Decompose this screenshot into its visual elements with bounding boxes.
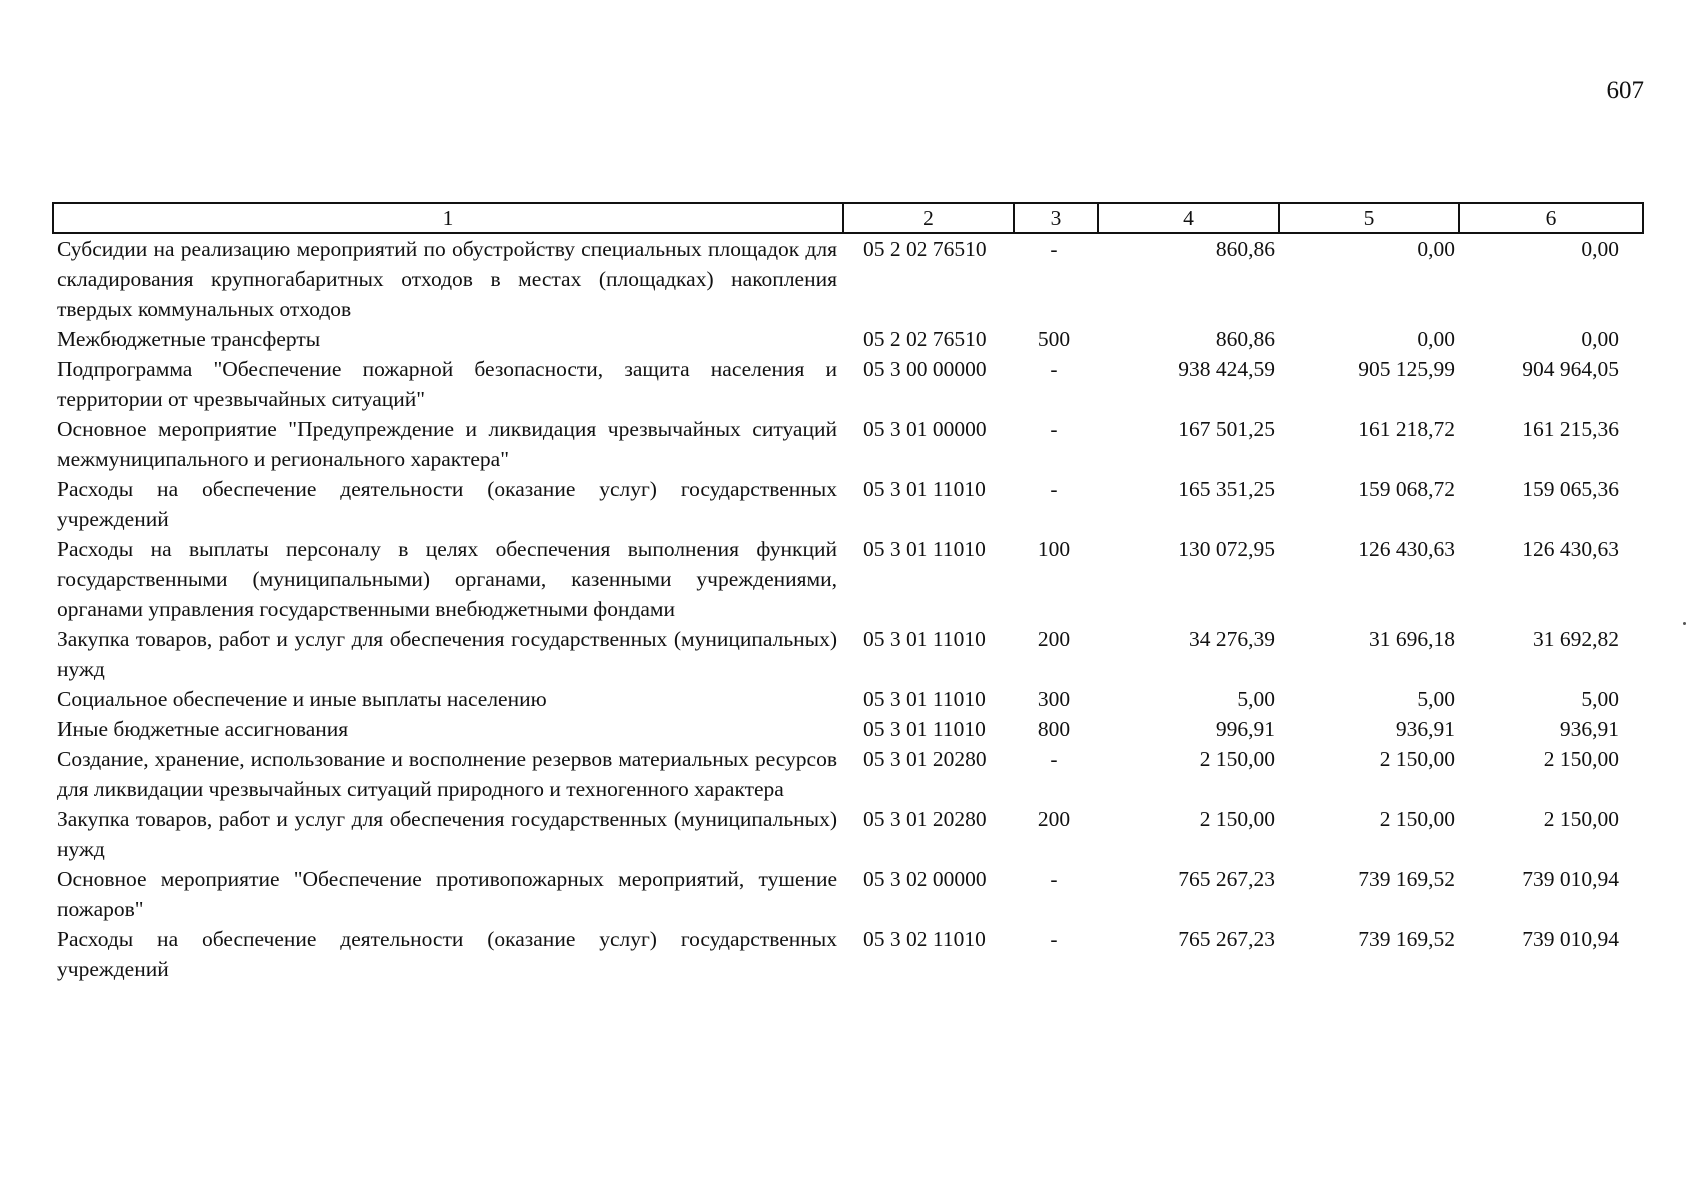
row-value-col6: 5,00 [1581, 687, 1619, 711]
table-header [53, 203, 1643, 233]
row-value-col4: 130 072,95 [1178, 537, 1275, 561]
table-row [53, 864, 1643, 924]
row-expense-type: 200 [1037, 807, 1071, 831]
table-row [53, 624, 1643, 684]
row-expense-type: - [1050, 357, 1058, 381]
header-col-3: 3 [1014, 203, 1098, 233]
row-name: Субсидии на реализацию мероприятий по обустройству специальных площадок для складирования крупногабаритных отходов в местах (площадках) накопления твердых коммунальных отходов [57, 237, 837, 321]
row-value-col4: 860,86 [1215, 237, 1275, 261]
table-row [53, 924, 1643, 984]
row-value-col6: 739 010,94 [1522, 867, 1619, 891]
row-value-col6: 2 150,00 [1543, 747, 1619, 771]
table-row [53, 714, 1643, 744]
header-col-6: 6 [1459, 203, 1643, 233]
row-name: Подпрограмма "Обеспечение пожарной безопасности, защита населения и территории от чрезвычайных ситуаций" [57, 357, 837, 411]
row-value-col4: 765 267,23 [1178, 867, 1275, 891]
row-code: 05 3 01 11010 [863, 627, 986, 651]
row-code: 05 3 01 00000 [863, 417, 987, 441]
row-value-col5: 0,00 [1417, 237, 1455, 261]
row-value-col4: 2 150,00 [1199, 747, 1275, 771]
row-name: Закупка товаров, работ и услуг для обеспечения государственных (муниципальных) нужд [57, 627, 837, 681]
row-name: Создание, хранение, использование и восполнение резервов материальных ресурсов для ликвидации чрезвычайных ситуаций природного и техногенного характера [57, 747, 837, 801]
row-expense-type: 100 [1037, 537, 1071, 561]
row-name: Расходы на обеспечение деятельности (оказание услуг) государственных учреждений [57, 927, 837, 981]
row-value-col4: 996,91 [1215, 717, 1275, 741]
row-expense-type: - [1050, 417, 1058, 441]
row-value-col5: 905 125,99 [1358, 357, 1455, 381]
row-value-col4: 34 276,39 [1189, 627, 1275, 651]
row-value-col5: 5,00 [1417, 687, 1455, 711]
row-value-col5: 0,00 [1417, 327, 1455, 351]
row-value-col5: 126 430,63 [1358, 537, 1455, 561]
row-name: Основное мероприятие "Предупреждение и ликвидация чрезвычайных ситуаций межмуниципального и регионального характера" [57, 417, 837, 471]
table-row [53, 804, 1643, 864]
table-row [53, 684, 1643, 714]
row-value-col5: 161 218,72 [1358, 417, 1455, 441]
table-row [53, 324, 1643, 354]
row-value-col5: 739 169,52 [1358, 927, 1455, 951]
header-col-4: 4 [1098, 203, 1279, 233]
row-code: 05 3 01 11010 [863, 477, 986, 501]
row-value-col5: 2 150,00 [1379, 747, 1455, 771]
row-value-col4: 5,00 [1237, 687, 1275, 711]
row-code: 05 2 02 76510 [863, 237, 987, 261]
row-code: 05 3 01 20280 [863, 747, 987, 771]
row-code: 05 2 02 76510 [863, 327, 987, 351]
row-value-col4: 167 501,25 [1178, 417, 1275, 441]
row-code: 05 3 01 11010 [863, 717, 986, 741]
row-value-col6: 0,00 [1581, 237, 1619, 261]
row-name: Закупка товаров, работ и услуг для обеспечения государственных (муниципальных) нужд [57, 807, 837, 861]
row-name: Социальное обеспечение и иные выплаты населению [57, 687, 547, 711]
row-value-col4: 2 150,00 [1199, 807, 1275, 831]
table-row [53, 354, 1643, 414]
table-row [53, 744, 1643, 804]
row-value-col5: 739 169,52 [1358, 867, 1455, 891]
row-expense-type: - [1050, 237, 1058, 261]
page-number: 607 [1606, 77, 1644, 104]
row-value-col4: 860,86 [1215, 327, 1275, 351]
header-col-2: 2 [843, 203, 1014, 233]
header-col-5: 5 [1279, 203, 1459, 233]
row-expense-type: 200 [1037, 627, 1071, 651]
table-body [53, 233, 1643, 984]
row-expense-type: - [1050, 747, 1058, 771]
row-value-col6: 0,00 [1581, 327, 1619, 351]
row-value-col6: 126 430,63 [1522, 537, 1619, 561]
row-expense-type: 500 [1037, 327, 1071, 351]
row-expense-type: 300 [1037, 687, 1071, 711]
row-expense-type: - [1050, 477, 1058, 501]
row-value-col6: 159 065,36 [1522, 477, 1619, 501]
row-code: 05 3 01 11010 [863, 687, 986, 711]
row-value-col4: 765 267,23 [1178, 927, 1275, 951]
row-code: 05 3 02 11010 [863, 927, 986, 951]
row-code: 05 3 01 11010 [863, 537, 986, 561]
row-name: Иные бюджетные ассигнования [57, 717, 349, 741]
header-col-1: 1 [53, 203, 843, 233]
row-value-col5: 159 068,72 [1358, 477, 1455, 501]
budget-table [52, 202, 1644, 984]
table-row [53, 233, 1643, 324]
row-code: 05 3 02 00000 [863, 867, 987, 891]
row-name: Расходы на выплаты персоналу в целях обеспечения выполнения функций государственными (муниципальными) органами, казенными учреждениями, органами управления государственными внебюджетными фондами [57, 537, 837, 621]
row-value-col6: 904 964,05 [1522, 357, 1619, 381]
row-value-col6: 31 692,82 [1533, 627, 1619, 651]
row-name: Основное мероприятие "Обеспечение противопожарных мероприятий, тушение пожаров" [57, 867, 837, 921]
row-value-col5: 31 696,18 [1369, 627, 1455, 651]
row-code: 05 3 01 20280 [863, 807, 987, 831]
row-code: 05 3 00 00000 [863, 357, 987, 381]
row-value-col6: 161 215,36 [1522, 417, 1619, 441]
row-value-col5: 936,91 [1395, 717, 1455, 741]
row-value-col4: 165 351,25 [1178, 477, 1275, 501]
row-value-col6: 739 010,94 [1522, 927, 1619, 951]
table-row [53, 534, 1643, 624]
row-value-col6: 936,91 [1559, 717, 1619, 741]
table-row [53, 414, 1643, 474]
row-name: Межбюджетные трансферты [57, 327, 321, 351]
table-row [53, 474, 1643, 534]
row-value-col4: 938 424,59 [1178, 357, 1275, 381]
scan-speck [1683, 622, 1686, 625]
header-row [53, 203, 1643, 233]
row-value-col5: 2 150,00 [1379, 807, 1455, 831]
row-name: Расходы на обеспечение деятельности (оказание услуг) государственных учреждений [57, 477, 837, 531]
row-value-col6: 2 150,00 [1543, 807, 1619, 831]
row-expense-type: - [1050, 867, 1058, 891]
row-expense-type: - [1050, 927, 1058, 951]
row-expense-type: 800 [1037, 717, 1071, 741]
